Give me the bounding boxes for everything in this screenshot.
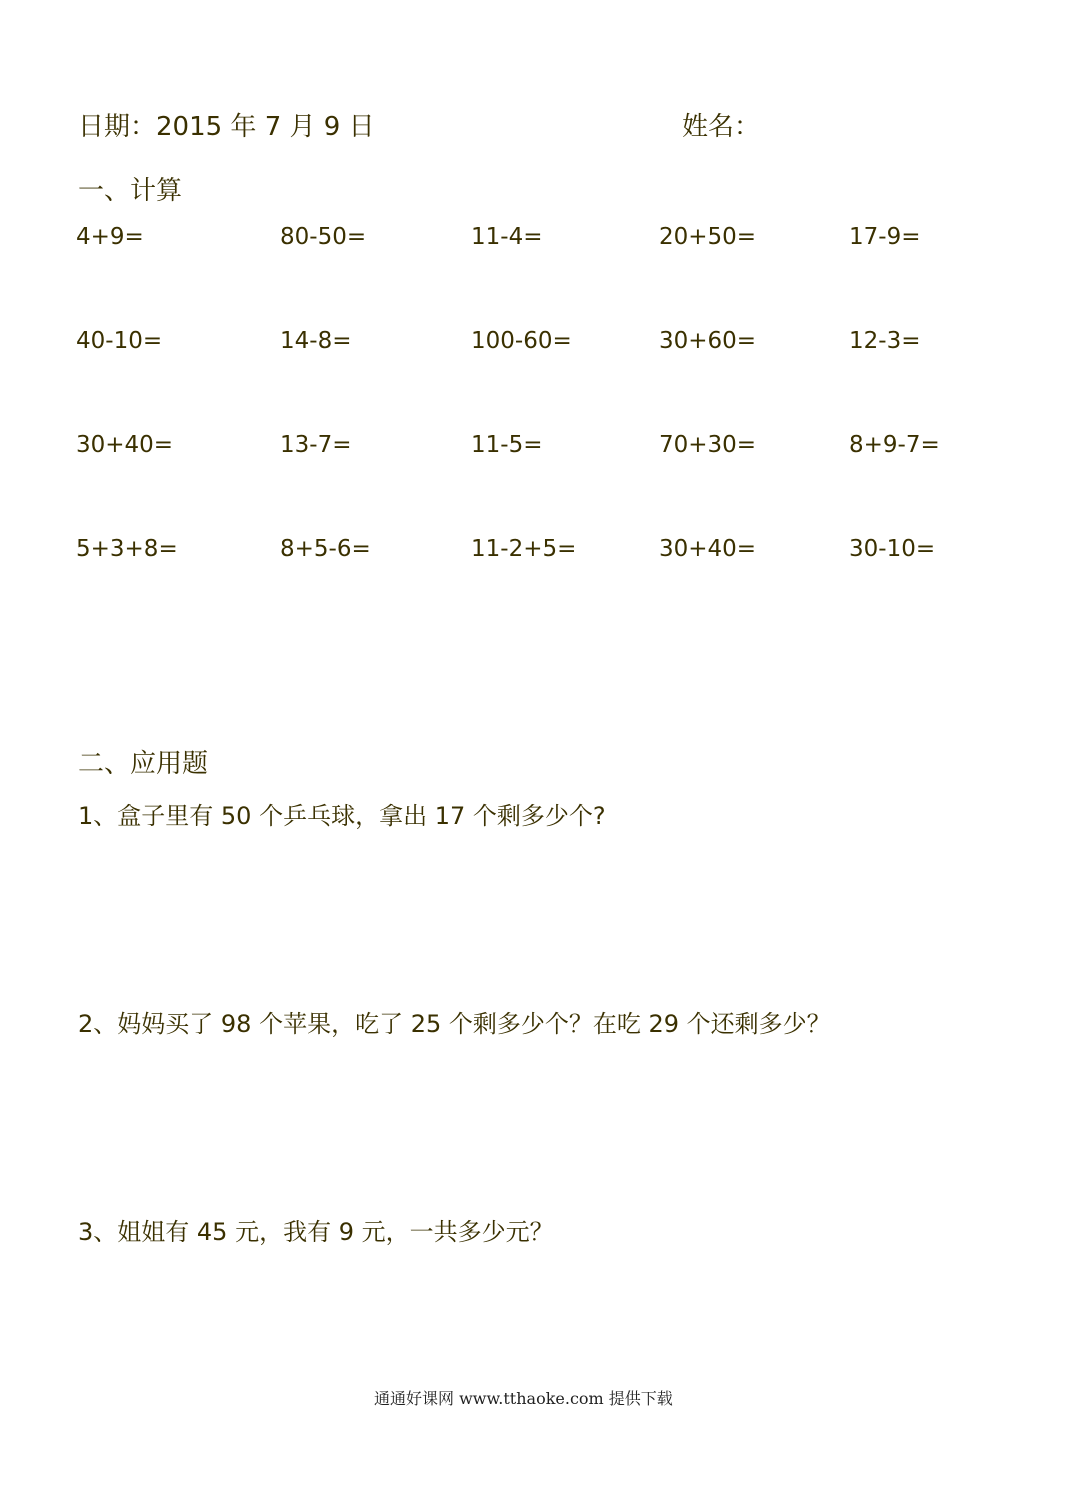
problem: 30+40= [659, 536, 757, 562]
footer-source: 通通好课网 www.tthaoke.com 提供下载 [374, 1389, 673, 1408]
problem: 4+9= [76, 224, 144, 250]
word-problem-2: 2、妈妈买了 98 个苹果，吃了 25 个剩多少个？在吃 29 个还剩多少？ [78, 1010, 831, 1038]
problem: 8+9-7= [849, 432, 940, 458]
problem: 30-10= [849, 536, 936, 562]
section-word-problems-title: 二、应用题 [78, 749, 209, 779]
name-label: 姓名： [682, 112, 761, 142]
problem: 20+50= [659, 224, 757, 250]
problem: 8+5-6= [280, 536, 371, 562]
problem: 11-5= [471, 432, 543, 458]
problem: 5+3+8= [76, 536, 178, 562]
problem: 100-60= [471, 328, 572, 354]
date-label: 日期：2015 年 7 月 9 日 [78, 112, 375, 142]
problem: 13-7= [280, 432, 352, 458]
problem: 12-3= [849, 328, 921, 354]
word-problem-1: 1、盒子里有 50 个乒乓球，拿出 17 个剩多少个? [78, 802, 606, 830]
section-calculation-title: 一、计算 [78, 176, 183, 206]
word-problem-3: 3、姐姐有 45 元，我有 9 元，一共多少元？ [78, 1218, 554, 1246]
problem: 40-10= [76, 328, 163, 354]
problem: 30+60= [659, 328, 757, 354]
problem: 70+30= [659, 432, 757, 458]
problem: 11-4= [471, 224, 543, 250]
problem: 14-8= [280, 328, 352, 354]
problem: 80-50= [280, 224, 367, 250]
problem: 11-2+5= [471, 536, 577, 562]
problem: 17-9= [849, 224, 921, 250]
problem: 30+40= [76, 432, 174, 458]
